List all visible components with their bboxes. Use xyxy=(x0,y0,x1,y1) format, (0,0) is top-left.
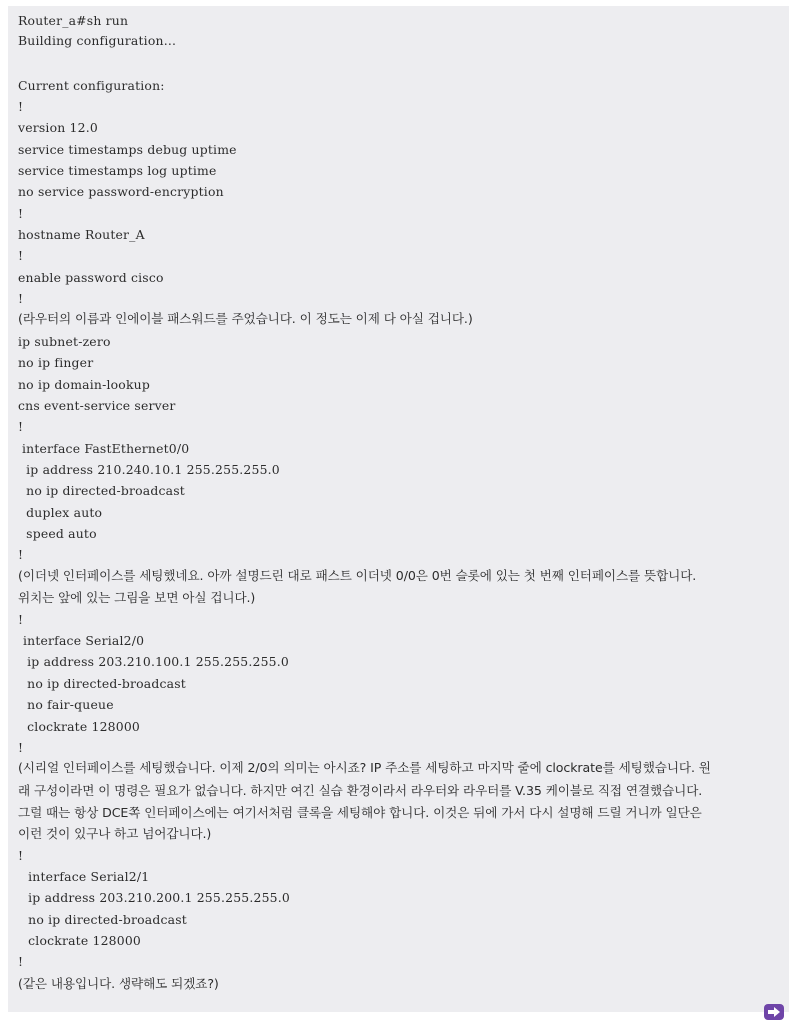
config-line: ! xyxy=(18,248,24,263)
config-line: ! xyxy=(18,954,24,969)
config-line: no ip directed-broadcast xyxy=(23,676,186,691)
config-line: duplex auto xyxy=(22,505,103,520)
config-line: ! xyxy=(18,547,24,562)
config-line: interface Serial2/0 xyxy=(23,633,145,648)
annotation-line: 그럴 때는 항상 DCE쪽 인터페이스에는 여기서처럼 클록을 세팅해야 합니다. 이것은 뒤에 가서 다시 설명해 드릴 거니까 일단은 xyxy=(18,805,702,820)
config-line: version 12.0 xyxy=(18,120,98,135)
next-page-icon[interactable] xyxy=(764,1004,784,1020)
config-line: speed auto xyxy=(22,526,97,541)
config-line: Building configuration... xyxy=(18,33,177,48)
config-line: no ip directed-broadcast xyxy=(24,912,187,927)
config-line: ! xyxy=(18,848,24,863)
config-line: ip address 203.210.200.1 255.255.255.0 xyxy=(24,890,290,905)
config-line: ip address 203.210.100.1 255.255.255.0 xyxy=(23,654,289,669)
annotation-line: 이런 것이 있구나 하고 넘어갑니다.) xyxy=(18,826,212,841)
config-line: ! xyxy=(18,612,24,627)
config-line: Router_a#sh run xyxy=(18,13,129,28)
config-line: enable password cisco xyxy=(18,270,164,285)
config-line: ! xyxy=(18,291,24,306)
config-line: no ip directed-broadcast xyxy=(22,483,185,498)
annotation-line: (이더넷 인터페이스를 세팅했네요. 아까 설명드린 대로 패스트 이더넷 0/0은 0번 슬롯에 있는 첫 번째 인터페이스를 뜻합니다. xyxy=(18,568,697,583)
config-line: no fair-queue xyxy=(23,697,114,712)
annotation-line: (시리얼 인터페이스를 세팅했습니다. 이제 2/0의 의미는 아시죠? IP 주소를 세팅하고 마지막 줄에 clockrate를 세팅했습니다. 원 xyxy=(18,760,711,775)
config-line: ! xyxy=(18,740,24,755)
config-line: clockrate 128000 xyxy=(24,933,142,948)
config-line: cns event-service server xyxy=(18,398,176,413)
config-line: service timestamps log uptime xyxy=(18,163,217,178)
config-line: ! xyxy=(18,206,24,221)
config-line: interface Serial2/1 xyxy=(24,869,150,884)
annotation-line: 위치는 앞에 있는 그림을 보면 아실 겁니다.) xyxy=(18,590,256,605)
config-line: ! xyxy=(18,419,24,434)
annotation-line: (라우터의 이름과 인에이블 패스워드를 주었습니다. 이 정도는 이제 다 아실 겁니다.) xyxy=(18,311,473,326)
config-line: clockrate 128000 xyxy=(23,719,141,734)
config-line: service timestamps debug uptime xyxy=(18,142,237,157)
config-line: Current configuration: xyxy=(18,78,165,93)
annotation-line: 래 구성이라면 이 명령은 필요가 없습니다. 하지만 여긴 실습 환경이라서 라우터와 라우터를 V.35 케이블로 직접 연결했습니다. xyxy=(18,783,703,798)
config-line: no ip domain-lookup xyxy=(18,377,150,392)
config-line: hostname Router_A xyxy=(18,227,145,242)
config-line: interface FastEthernet0/0 xyxy=(22,441,190,456)
config-line: no ip finger xyxy=(18,355,94,370)
config-line: ! xyxy=(18,99,24,114)
config-line: ip subnet-zero xyxy=(18,334,111,349)
config-line: ip address 210.240.10.1 255.255.255.0 xyxy=(22,462,280,477)
arrow-right-icon xyxy=(767,1006,781,1018)
annotation-line: (같은 내용입니다. 생략해도 되겠죠?) xyxy=(18,976,219,991)
config-line: no service password-encryption xyxy=(18,184,224,199)
